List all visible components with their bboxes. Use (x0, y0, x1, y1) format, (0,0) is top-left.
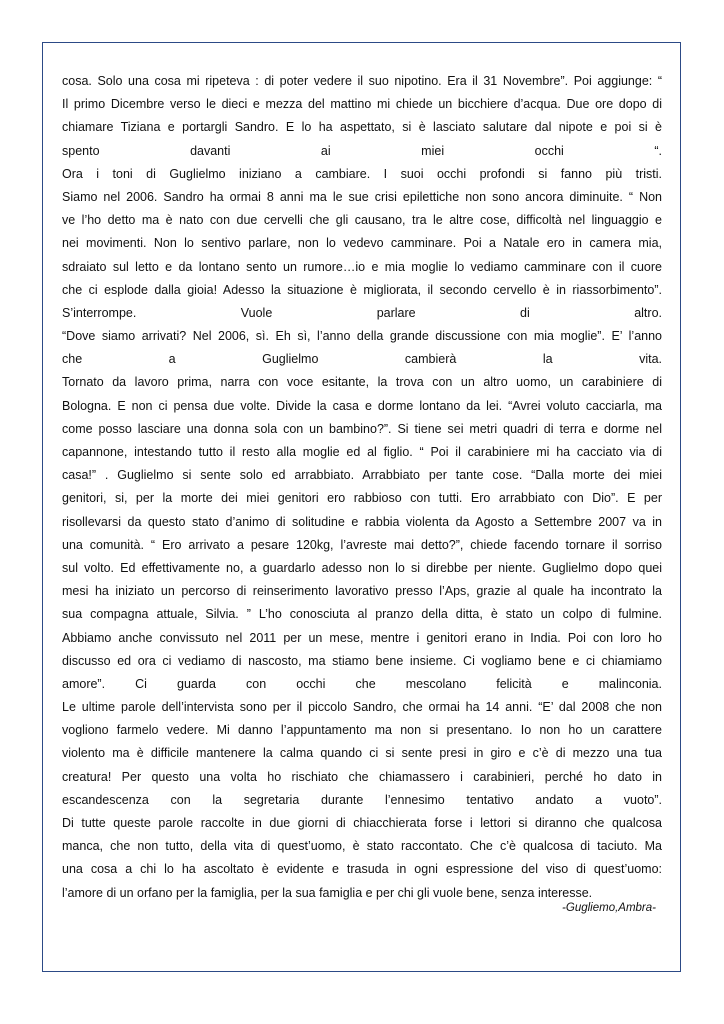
text-line: come posso lasciare una donna sola con un bambino?”. Si tiene sei metri quadri di terra e dorme nel (62, 421, 662, 436)
signature: -Gugliemo,Ambra- (562, 902, 656, 914)
text-line: capannone, intestando tutto il resto alla moglie ed al figlio. “ Poi il carabiniere mi ha cacciato via di (62, 445, 662, 459)
text-line: Tornato da lavoro prima, narra con voce esitante, la trova con un altro uomo, un carabiniere di (62, 375, 662, 390)
text-line: sua compagna attuale, Silvia. ” L’ho conosciuta al pranzo della ditta, è stato un colpo di fulmine. (62, 607, 662, 622)
text-line: discusso ed ora ci vediamo di nascosto, ma stiamo bene insieme. Ci vogliamo bene e ci chiamiamo (62, 653, 662, 668)
text-line: risollevarsi da questo stato d’animo di solitudine e rabbia violenta da Agosto a Settembre 2007 va in (62, 514, 662, 529)
text-line: Siamo nel 2006. Sandro ha ormai 8 anni ma le sue crisi epilettiche non sono ancora diminuite. “ Non (62, 189, 662, 204)
text-line: amore”. Ci guarda con occhi che mescolano felicità e malinconia. (62, 676, 662, 691)
text-line: vogliono farmelo vedere. Mi danno l’appuntamento ma non si presentano. Io non ho un carattere (62, 723, 662, 738)
text-line: che ci esplode dalla gioia! Adesso la situazione è migliorata, il secondo cervello è in riassorbimento”. (62, 282, 662, 297)
text-line: mesi ha iniziato un percorso di reinserimento lavorativo presso l’Aps, grazie al quale ha incontrato la (62, 584, 662, 599)
text-line: Il primo Dicembre verso le dieci e mezza del mattino mi chiede un bicchiere d’acqua. Due ore dopo di (62, 97, 662, 112)
text-line: casa!” . Guglielmo si sente solo ed arrabbiato. Arrabbiato per tante cose. “Dalla morte dei miei (62, 468, 662, 483)
text-line: sul volto. Ed effettivamente no, a guardarlo adesso non lo si direbbe per niente. Guglielmo dopo quei (62, 560, 662, 575)
text-line: “Dove siamo arrivati? Nel 2006, sì. Eh sì, l’anno della grande discussione con mia moglie”. E’ l’anno (62, 329, 662, 344)
text-line: genitori, si, per la morte dei miei genitori ero rabbioso con tutti. Ero arrabbiato con Dio”. E per (62, 491, 662, 506)
document-body (62, 70, 662, 905)
text-line: Abbiamo anche convissuto nel 2011 per un mese, mentre i genitori erano in India. Poi con loro ho (62, 630, 662, 645)
text-line: una comunità. “ Ero arrivato a pesare 120kg, l’avreste mai detto?”, chiede facendo tornare il sorriso (62, 537, 662, 552)
text-line: Ora i toni di Guglielmo iniziano a cambiare. I suoi occhi profondi si fanno più tristi. (62, 166, 662, 181)
text-line: l’amore di un orfano per la famiglia, per la sua famiglia e per chi gli vuole bene, senza interesse. (62, 885, 593, 900)
text-line: cosa. Solo una cosa mi ripeteva : di poter vedere il suo nipotino. Era il 31 Novembre”. Poi aggiunge: “ (62, 74, 662, 88)
text-line: creatura! Per questo una volta ho rischiato che chiamassero i carabinieri, perché ho dato in (62, 769, 662, 784)
text-line: nei movimenti. Non lo sentivo parlare, non lo vedevo camminare. Poi a Natale ero in camera mia, (62, 236, 662, 251)
text-line: una cosa a chi lo ha ascoltato è evidente e trasuda in ogni espressione del viso di quest’uomo: (62, 862, 662, 877)
text-line: ve l’ho detto ma è nato con due cervelli che gli causano, tra le altre cose, difficoltà nel linguaggio e (62, 213, 662, 228)
text-line: manca, che non tutto, della vita di quest’uomo, è stato raccontato. Che c’è qualcosa di taciuto. Ma (62, 839, 662, 854)
text-line: chiamare Tiziana e portargli Sandro. E lo ha aspettato, si è lasciato salutare dal nipote e poi si è (62, 120, 662, 135)
text-line: S’interrompe. Vuole parlare di altro. (62, 305, 662, 320)
text-line: Le ultime parole dell’intervista sono per il piccolo Sandro, che ormai ha 14 anni. “E’ dal 2008 che non (62, 700, 662, 715)
text-line: spento davanti ai miei occhi “. (62, 143, 662, 158)
text-line: violento ma è difficile mantenere la calma quando ci si sente presi in giro e c’è di mezzo una tua (62, 746, 662, 761)
text-line: sdraiato sul letto e da lontano sento un rumore…io e mia moglie lo vediamo camminare con il cuore (62, 259, 662, 274)
text-line: Di tutte queste parole raccolte in due giorni di chiacchierata forse i lettori si diranno che qualcosa (62, 816, 662, 830)
text-line: Bologna. E non ci pensa due volte. Divide la casa e dorme lontano da lei. “Avrei voluto cacciarla, ma (62, 398, 662, 413)
text-line: escandescenza con la segretaria durante l’ennesimo tentativo andato a vuoto”. (62, 792, 662, 807)
text-line: che a Guglielmo cambierà la vita. (62, 352, 662, 367)
